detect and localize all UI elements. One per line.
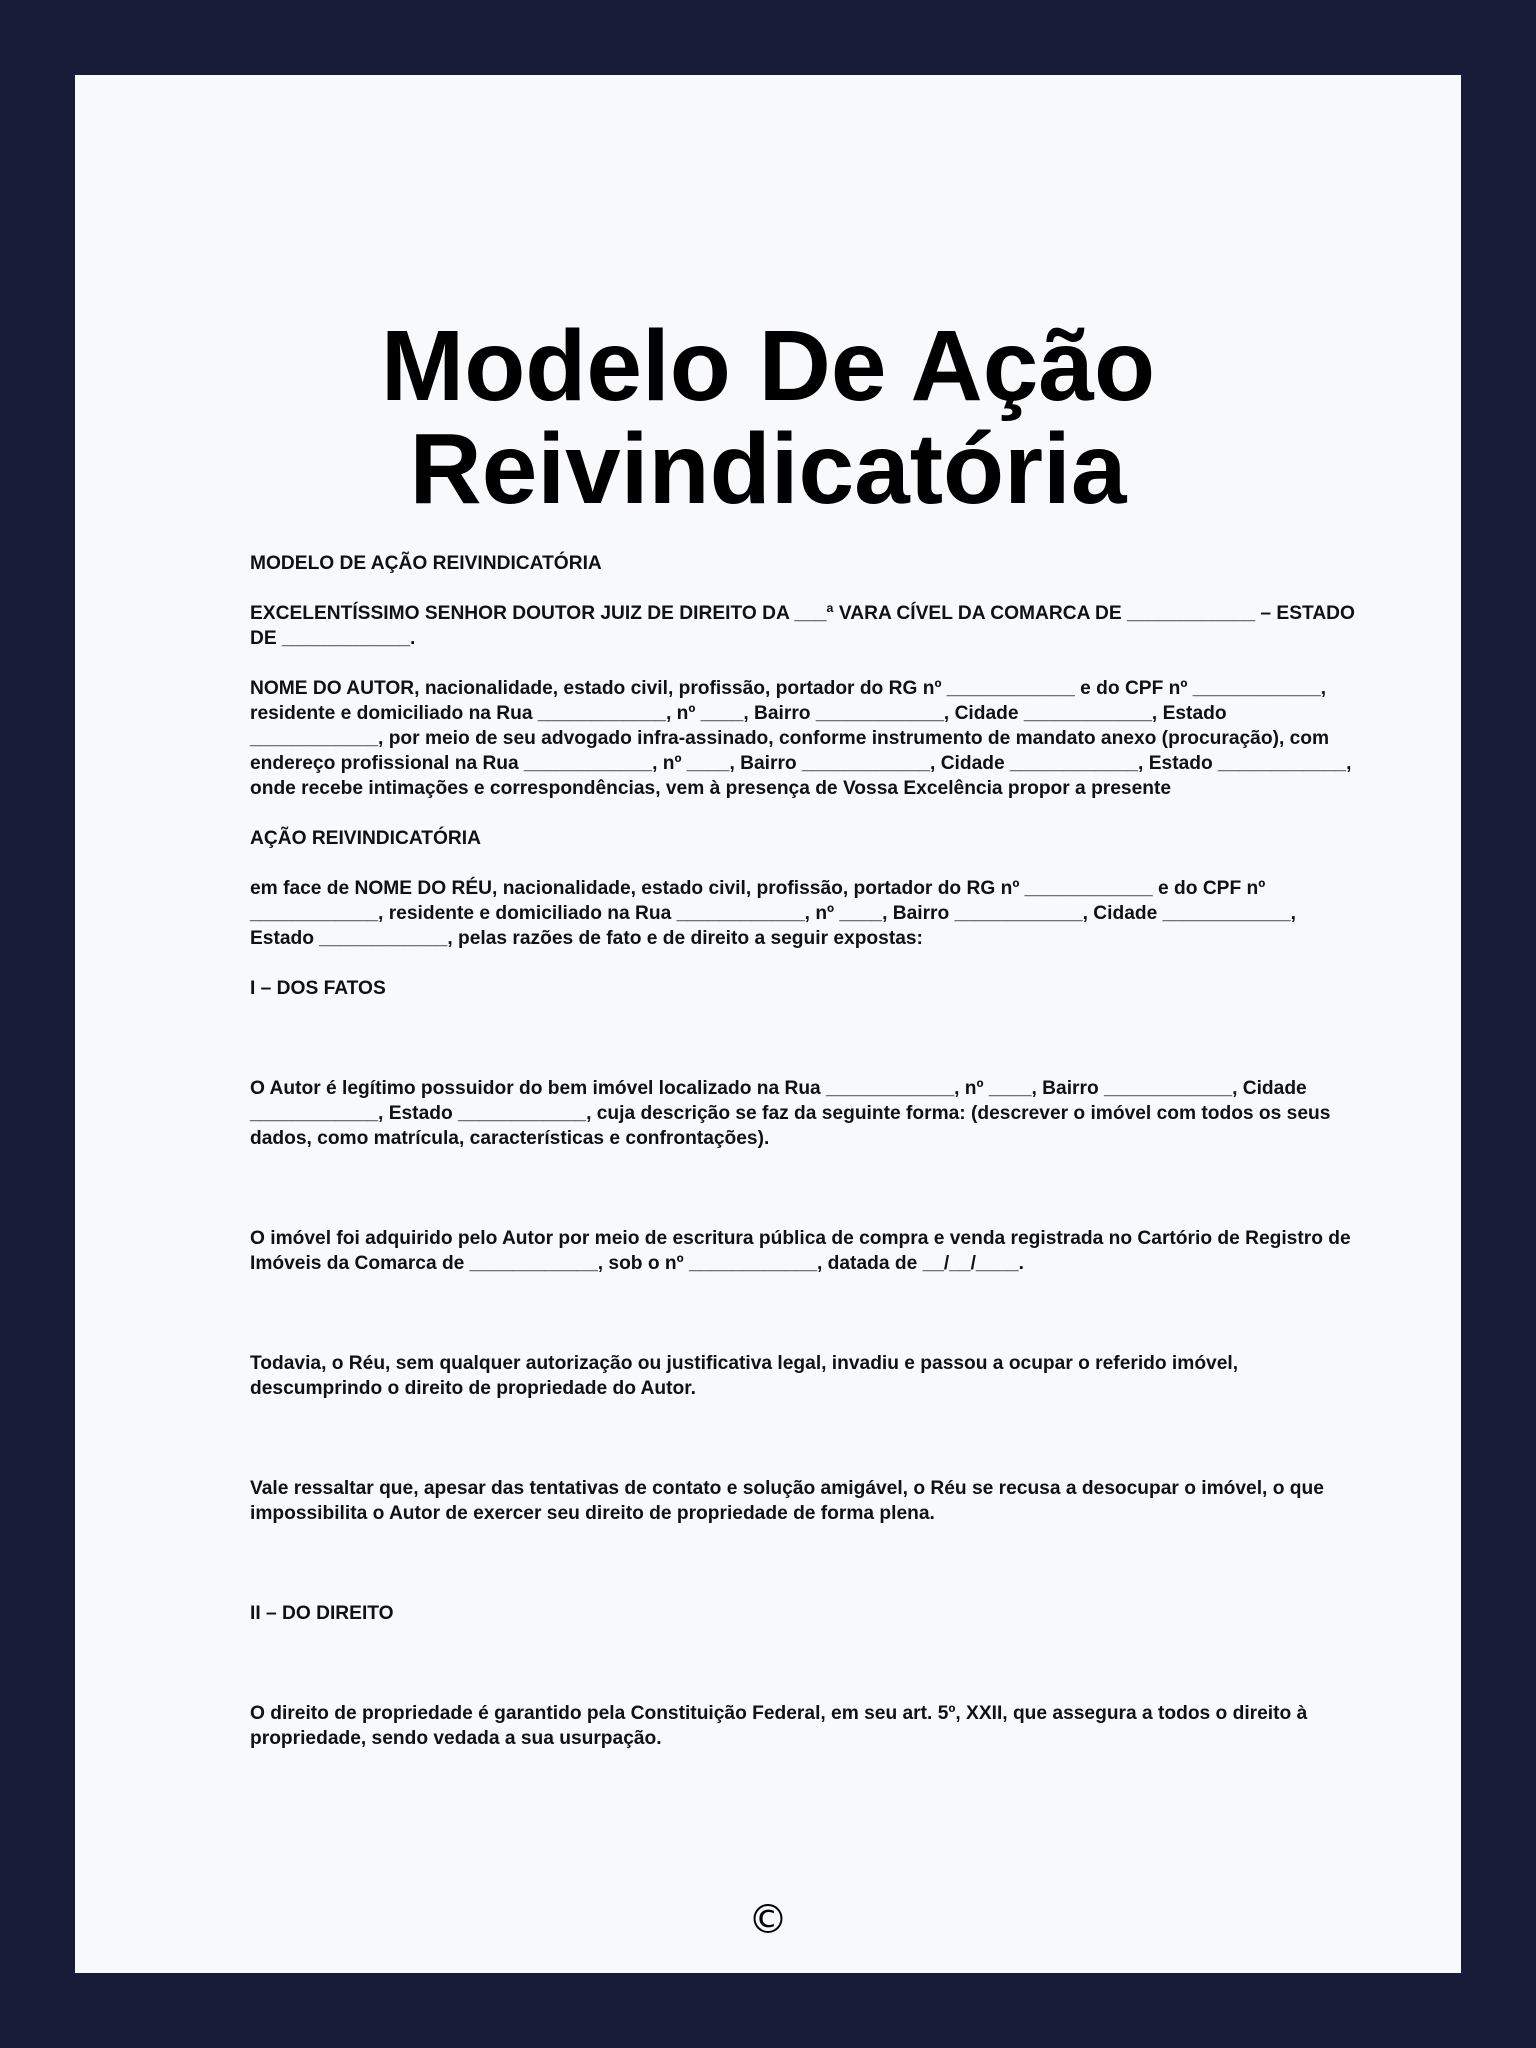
law-paragraph-1: O direito de propriedade é garantido pela Constituição Federal, em seu art. 5º, XXII, que assegura a todos o direito à propriedade, sendo vedada a sua usurpação. [250,1703,1313,1749]
copyright-icon: © [748,1897,788,1943]
document-title [75,310,1461,525]
facts-paragraph-3: Todavia, o Réu, sem qualquer autorização ou justificativa legal, invadiu e passou a ocupar o referido imóvel, descumprindo o direito de propriedade do Autor. [250,1353,1244,1399]
document-page [75,75,1461,1973]
court-address-paragraph: EXCELENTÍSSIMO SENHOR DOUTOR JUIZ DE DIREITO DA ___ª VARA CÍVEL DA COMARCA DE ____________ – ESTADO DE ____________. [250,603,1361,649]
document-heading: MODELO DE AÇÃO REIVINDICATÓRIA [250,553,602,574]
document-title-line-1: Modelo De Ação [380,310,1156,422]
section-heading-facts: I – DOS FATOS [250,978,386,999]
document-title-line-2: Reivindicatória [409,413,1127,525]
facts-paragraph-2: O imóvel foi adquirido pelo Autor por meio de escritura pública de compra e venda registrada no Cartório de Registro de Imóveis da Comarca de ____________, sob o nº ____________, datada de __/__/____. [250,1228,1356,1274]
defendant-qualification-paragraph: em face de NOME DO RÉU, nacionalidade, estado civil, profissão, portador do RG nº ____________ e do CPF nº ____________, residente e domiciliado na Rua ____________, nº ____, Bairro ____________, Cidade ____________, Estado ____________, pelas razões de fato e de direito a seguir expostas: [250,878,1302,949]
action-title: AÇÃO REIVINDICATÓRIA [250,828,481,849]
facts-paragraph-4: Vale ressaltar que, apesar das tentativas de contato e solução amigável, o Réu se recusa a desocupar o imóvel, o que impossibilita o Autor de exercer seu direito de propriedade de forma plena. [250,1478,1330,1524]
plaintiff-qualification-paragraph: NOME DO AUTOR, nacionalidade, estado civil, profissão, portador do RG nº ____________ e do CPF nº ____________, residente e domiciliado na Rua ____________, nº ____, Bairro ____________, Cidade ____________, Estado ____________, por meio de seu advogado infra-assinado, conforme instrumento de mandato anexo (procuração), com endereço profissional na Rua ____________, nº ____, Bairro ____________, Cidade ____________, Estado ____________, onde recebe intimações e correspondências, vem à presença de Vossa Excelência propor a presente [250,678,1357,799]
facts-paragraph-1: O Autor é legítimo possuidor do bem imóvel localizado na Rua ____________, nº ____, Bairro ____________, Cidade ____________, Estado ____________, cuja descrição se faz da seguinte forma: (descrever o imóvel com todos os seus dados, como matrícula, características e confrontações). [250,1078,1336,1149]
section-heading-law: II – DO DIREITO [250,1603,394,1624]
document-body [250,551,1360,1751]
